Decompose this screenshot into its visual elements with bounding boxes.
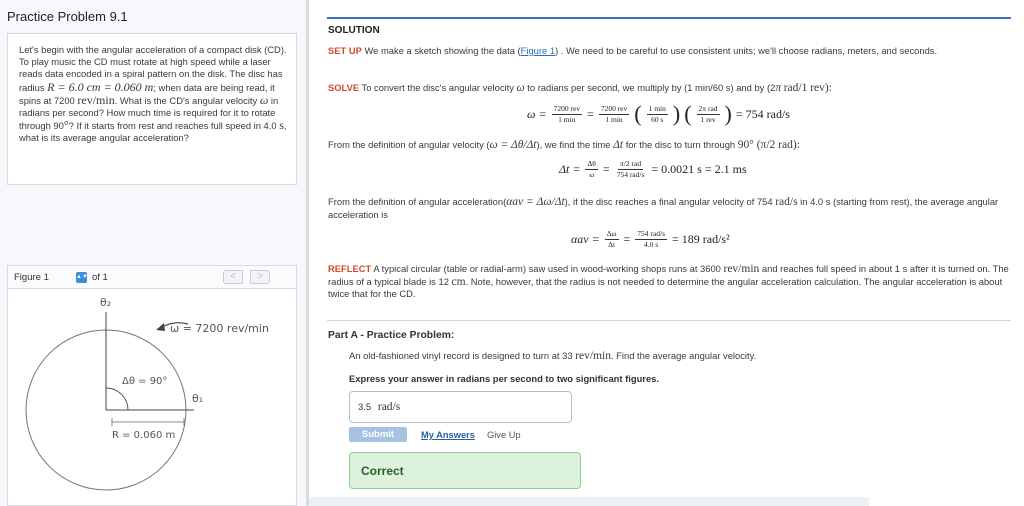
def-text-3: for the disc to turn through — [625, 139, 736, 150]
intro-radius-equation: R = 6.0 cm = 0.060 m — [47, 79, 154, 94]
submit-button[interactable]: Submit — [349, 427, 407, 442]
answer-value: 3.5 — [358, 402, 372, 413]
omega-label: ω = 7200 rev/min — [170, 322, 269, 335]
intro-text-2: ; when data are being read, it spins at 7200 — [19, 81, 275, 106]
part-a-question — [349, 350, 756, 362]
intro-text-3: . What is the CD's angular velocity — [114, 94, 258, 106]
eq1-equals: = — [587, 106, 594, 121]
reflect-text-1: A typical circular (table or radial-arm) saw used in wood-working shops runs at 3600 — [373, 263, 721, 274]
part-a-q2: . Find the average angular velocity. — [610, 350, 757, 361]
solve-keyword: SOLVE — [328, 82, 360, 93]
time-equation — [559, 160, 747, 179]
def-text-2: ), we find the time — [536, 139, 611, 150]
def-angle: 90° (π/2 rad): — [737, 139, 800, 151]
figure-label: Figure 1 — [14, 272, 49, 283]
figure-count: of 1 — [92, 272, 108, 283]
acceleration-equation — [571, 230, 730, 249]
intro-rpm-unit: rev/min — [77, 92, 115, 107]
correct-feedback: Correct — [349, 452, 581, 489]
figure-1-link[interactable]: Figure 1 — [520, 45, 556, 56]
eq1-result: = 754 rad/s — [735, 106, 790, 121]
eq3-fraction-1: $\frac{\Delta\omega}{\Delta t}$ — [606, 229, 617, 249]
figure-prev-button[interactable]: < — [223, 270, 243, 284]
eq3-lhs: αav = — [571, 232, 600, 246]
figure-toolbar — [8, 266, 296, 289]
setup-paragraph — [328, 45, 1018, 58]
acc-text-1: From the definition of angular acceleration( — [328, 196, 507, 207]
intro-text-4: in radians per second? How much time is required for it to rotate through 90 — [19, 94, 279, 132]
theta2-label: θ₂ — [100, 296, 112, 309]
part-a-q-unit: rev/min — [575, 350, 611, 362]
theta1-label: θ₁ — [192, 392, 204, 405]
acc-text-2: ), if the disc reaches a final angular velocity of 754 — [564, 196, 773, 207]
solve-pi: π — [775, 82, 782, 94]
reflect-keyword: REFLECT — [328, 263, 372, 274]
part-a-rule — [327, 320, 1011, 321]
solution-panel — [309, 0, 1024, 506]
acc-unit: rad/s — [775, 196, 798, 208]
acc-text-3: in 4.0 s (starting from rest), the average angular acceleration is — [328, 196, 999, 220]
eq3-equals: = — [623, 232, 631, 246]
solution-heading: SOLUTION — [328, 25, 380, 36]
reflect-text-2: and reaches full speed in about 1 s after it is turned on. The radius of a typical blade is 12 — [328, 263, 1009, 287]
def-dt: Δt — [613, 139, 624, 151]
intro-text-6: , what is its average angular acceleration? — [19, 120, 287, 144]
eq1-fraction-4: $\frac{\text{2π rad}}{\text{1 rev}}$ — [698, 103, 718, 124]
acceleration-definition-paragraph — [328, 196, 1018, 221]
part-a-q1: An old-fashioned vinyl record is designed to turn at 33 — [349, 350, 573, 361]
eq3-fraction-2: $\frac{\text{754 rad/s}}{4.0 s}$ — [637, 229, 665, 249]
figure-next-button[interactable]: > — [250, 270, 270, 284]
eq2-lhs: Δt = — [559, 162, 581, 176]
eq2-fraction-1: $\frac{\Delta\theta}{\omega}$ — [587, 159, 596, 179]
velocity-definition-paragraph — [328, 139, 1018, 152]
def-text-1: From the definition of angular velocity ( — [328, 139, 490, 150]
intro-text-1: Let's begin with the angular acceleration of a compact disk (CD). To play music the CD must rotate at high speed while a laser reads data encoded in a spiral pattern on the disk. The disc has radius — [19, 44, 287, 93]
solution-top-rule — [327, 17, 1011, 19]
eq2-equals: = — [602, 162, 610, 176]
figure-select-chevron-icon[interactable]: ▲▼ — [76, 272, 87, 283]
radius-label: R = 0.060 m — [112, 430, 176, 441]
solve-text-1: To convert the disc's angular velocity — [361, 82, 514, 93]
def-equation: ω = Δθ/Δt — [489, 139, 537, 151]
bottom-strip — [309, 497, 869, 506]
eq3-result: = 189 rad/s² — [672, 232, 730, 246]
eq1-fraction-1: $\frac{\text{7200 rev}}{1 \min}$ — [553, 103, 581, 124]
setup-text-1: We make a sketch showing the data ( — [364, 45, 521, 56]
intro-omega: ω — [259, 92, 269, 107]
intro-degree: ° — [63, 118, 69, 133]
reflect-cm: cm — [451, 275, 466, 288]
eq2-result: = 0.0021 s = 2.1 ms — [651, 162, 747, 176]
my-answers-link[interactable]: My Answers — [421, 430, 475, 440]
omega-equation: ω = $\frac{\text{7200 rev}}{1 \min}$ = $\frac{\text{7200 rev}}{1 \min}$ ( $\frac{1 \min}{60 s}$ ) ( $\frac{\text{2π rad}}{\text{1 rev}}$ ) = 754 rad/s — [527, 101, 790, 126]
eq1-fraction-2: $\frac{\text{7200 rev}}{1 \min}$ — [600, 103, 628, 124]
setup-text-2: ) . We need to be careful to use consistent units; we'll choose radians, meters, and seconds. — [555, 45, 938, 56]
setup-keyword: SET UP — [328, 45, 362, 56]
figure-panel — [7, 265, 297, 506]
problem-panel — [0, 0, 306, 506]
eq1-fraction-3: $\frac{1 \min}{60 s}$ — [648, 103, 666, 124]
page-title: Practice Problem 9.1 — [7, 9, 128, 24]
cd-diagram — [8, 290, 296, 506]
intro-text-5: ? If it starts from rest and reaches full speed in 4.0 — [68, 120, 277, 132]
intro-seconds: s — [279, 118, 284, 133]
give-up-link[interactable]: Give Up — [487, 430, 521, 440]
solve-text-3: rad/1 rev): — [783, 82, 832, 94]
part-a-title: Part A - Practice Problem: — [328, 330, 455, 341]
problem-statement — [7, 33, 297, 185]
answer-unit: rad/s — [377, 401, 401, 413]
eq2-fraction-2: $\frac{\text{π/2 rad}}{\text{754 rad/s}}$ — [616, 159, 645, 179]
acc-equation: αav = Δω/Δt — [506, 196, 565, 208]
delta-theta-arc — [106, 388, 128, 410]
rotation-arrowhead — [156, 323, 165, 331]
delta-theta-label: Δθ = 90° — [122, 376, 168, 387]
solve-omega: ω — [516, 82, 525, 94]
reflect-rpm: rev/min — [723, 263, 760, 275]
eq1-lhs: ω = — [527, 106, 547, 121]
reflect-text-3: . Note, however, that the radius is not needed to determine the angular acceleration calculation. The angular acceleration is about twice that for the CD. — [328, 275, 1003, 300]
reflect-paragraph — [328, 263, 1018, 301]
answer-input[interactable] — [349, 391, 572, 423]
part-a-instruction: Express your answer in radians per second to two significant figures. — [349, 373, 659, 384]
solve-paragraph — [328, 82, 1018, 95]
solve-text-2: to radians per second, we multiply by (1 min/60 s) and by (2 — [527, 82, 776, 93]
